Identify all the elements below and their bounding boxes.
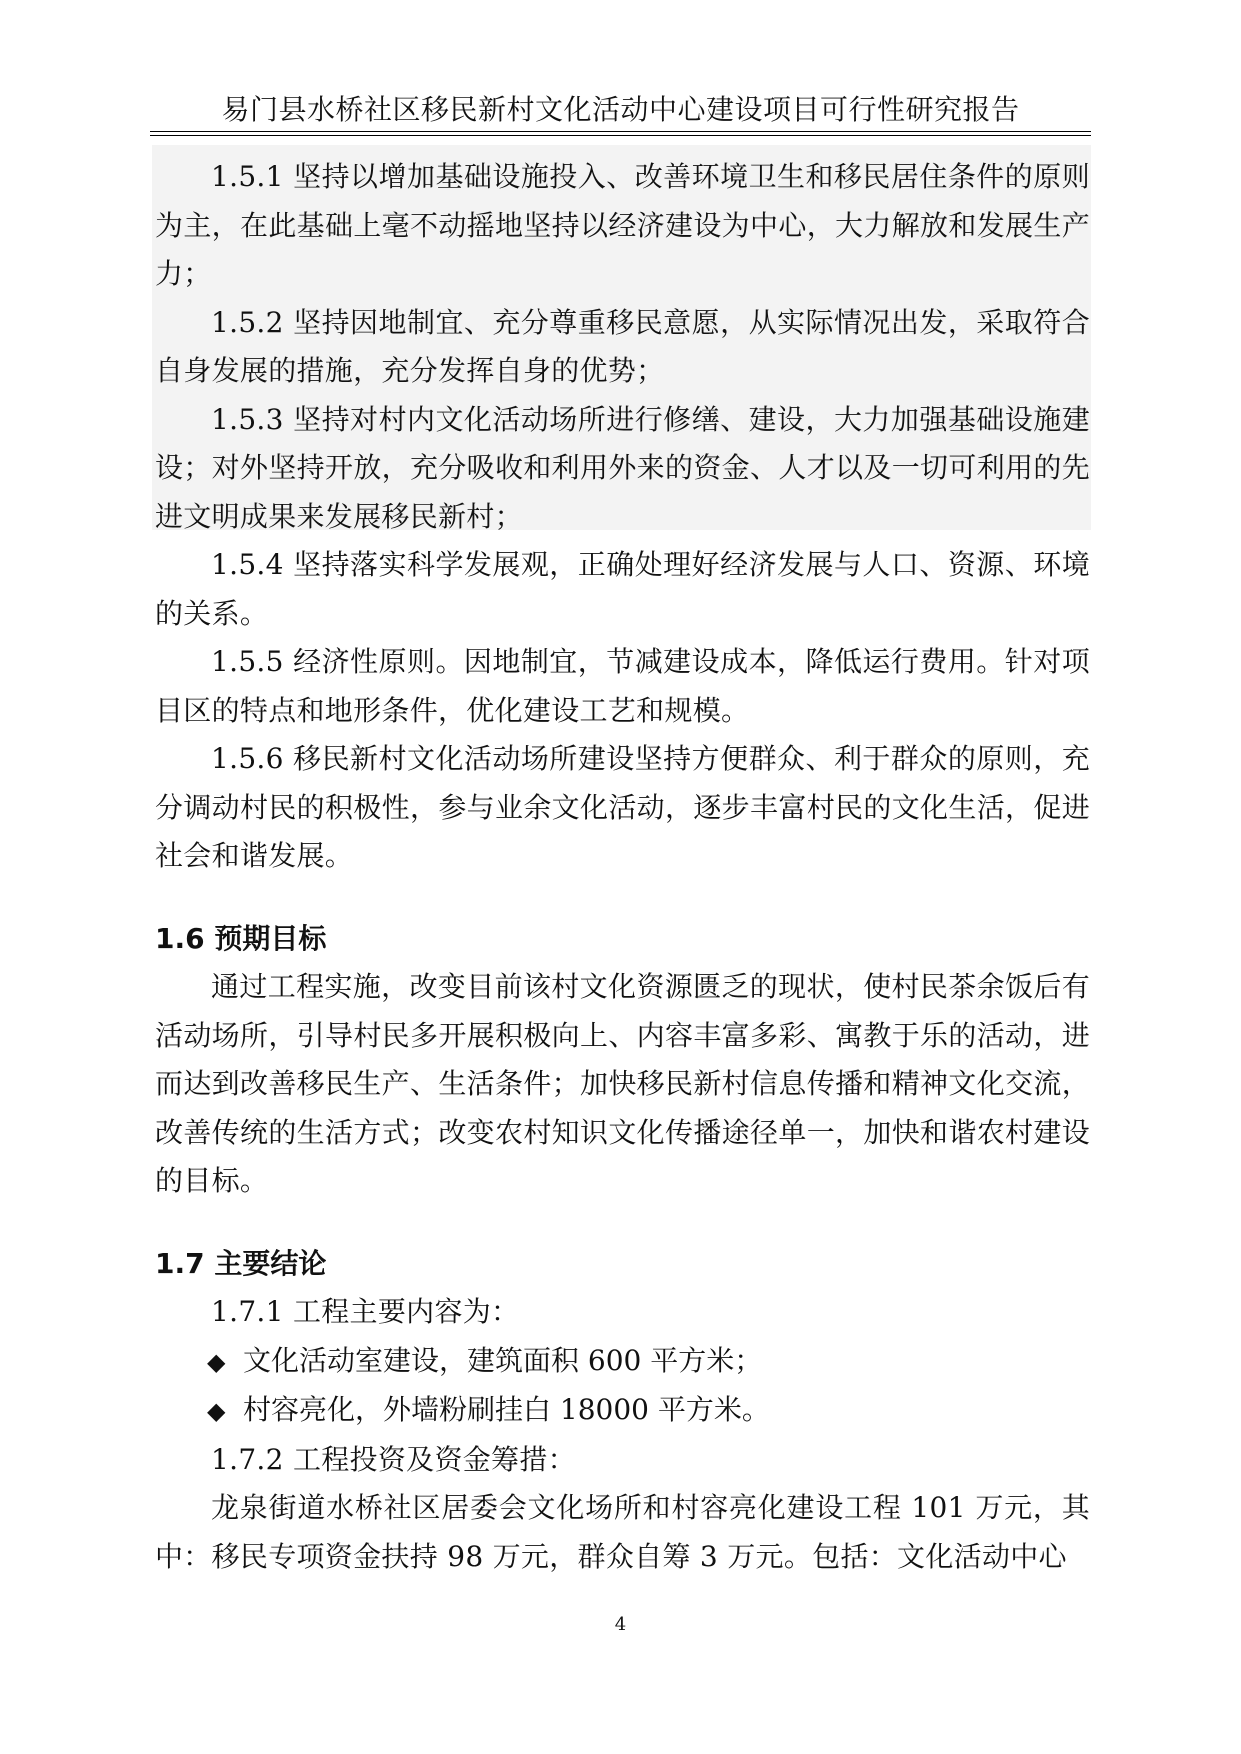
page-body	[155, 153, 1090, 1581]
bullet-item	[155, 1386, 1090, 1436]
diamond-bullet-icon: ◆	[207, 1347, 226, 1376]
bullet-text: 村容亮化，外墙粉刷挂白 18000 平方米。	[243, 1393, 770, 1426]
paragraph-1-5-5: 1.5.5 经济性原则。因地制宜，节减建设成本，降低运行费用。针对项目区的特点和地形条件，优化建设工艺和规模。	[155, 645, 1090, 727]
diamond-bullet-icon: ◆	[207, 1397, 226, 1425]
paragraph-1-5-4: 1.5.4 坚持落实科学发展观，正确处理好经济发展与人口、资源、环境的关系。	[155, 548, 1090, 630]
paragraph-1-5-1: 1.5.1 坚持以增加基础设施投入、改善环境卫生和移民居住条件的原则为主，在此基础上毫不动摇地坚持以经济建设为中心，大力解放和发展生产力；	[155, 160, 1090, 290]
section-gap	[155, 1206, 1090, 1240]
header-double-rule	[150, 131, 1091, 136]
paragraph-1-6: 通过工程实施，改变目前该村文化资源匮乏的现状，使村民茶余饭后有活动场所，引导村民多开展积极向上、内容丰富多彩、寓教于乐的活动，进而达到改善移民生产、生活条件；加快移民新村信息传播和精神文化交流，改善传统的生活方式；改变农村知识文化传播途径单一，加快和谐农村建设的目标。	[155, 970, 1090, 1197]
report-title: 易门县水桥社区移民新村文化活动中心建设项目可行性研究报告	[221, 93, 1020, 126]
paragraph-1-5-3: 1.5.3 坚持对村内文化活动场所进行修缮、建设，大力加强基础设施建设；对外坚持开放，充分吸收和利用外来的资金、人才以及一切可利用的先进文明成果来发展移民新村；	[155, 402, 1090, 533]
paragraph-funding: 龙泉街道水桥社区居委会文化场所和村容亮化建设工程 101 万元，其中：移民专项资金扶持 98 万元，群众自筹 3 万元。包括：文化活动中心	[155, 1491, 1090, 1573]
bullet-text: 文化活动室建设，建筑面积 600 平方米；	[243, 1343, 763, 1377]
heading-1-7: 1.7 主要结论	[155, 1246, 327, 1280]
paragraph-1-5-2: 1.5.2 坚持因地制宜、充分尊重移民意愿，从实际情况出发，采取符合自身发展的措施，充分发挥自身的优势；	[155, 305, 1090, 387]
bullet-item	[155, 1337, 1090, 1387]
section-gap	[155, 881, 1090, 915]
paragraph-1-7-2: 1.7.2 工程投资及资金筹措：	[211, 1442, 576, 1476]
paragraph-1-5-6: 1.5.6 移民新村文化活动场所建设坚持方便群众、利于群众的原则，充分调动村民的积极性，参与业余文化活动，逐步丰富村民的文化生活，促进社会和谐发展。	[155, 742, 1090, 872]
heading-1-6: 1.6 预期目标	[155, 921, 327, 955]
page-number: 4	[614, 1614, 627, 1635]
paragraph-1-7-1: 1.7.1 工程主要内容为：	[211, 1295, 520, 1328]
